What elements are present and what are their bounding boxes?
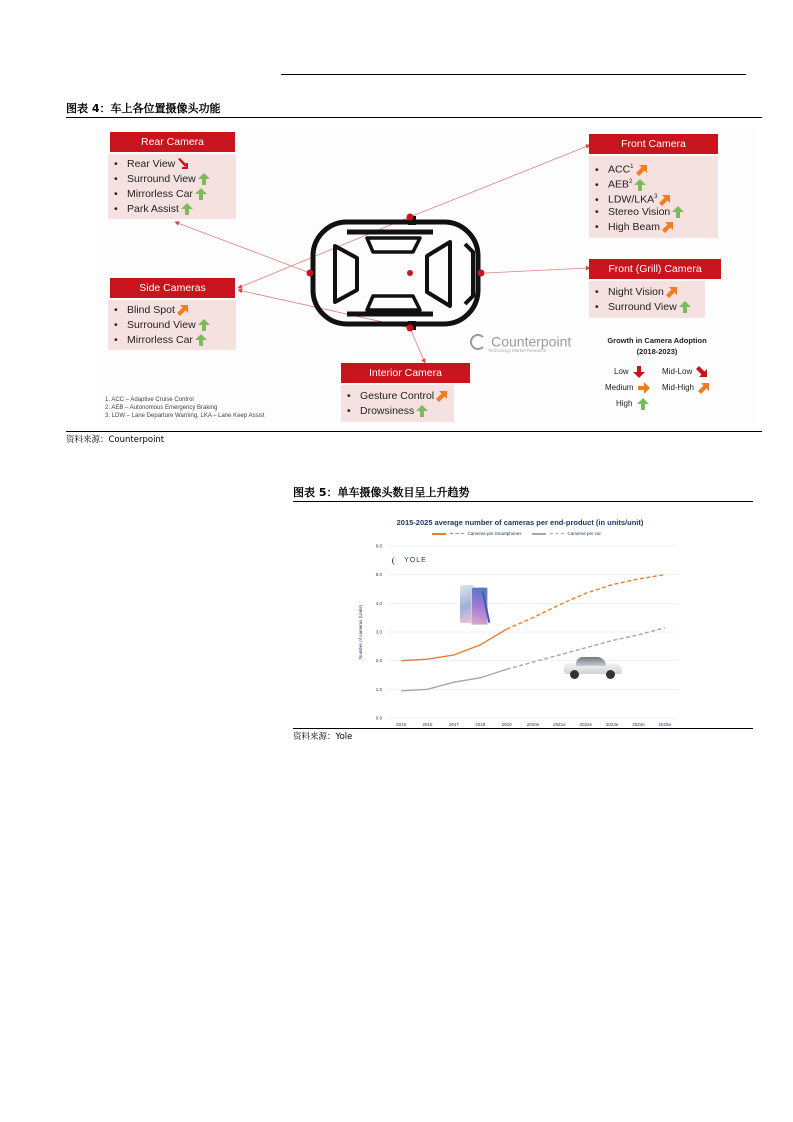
x-tick-label: 2022e bbox=[579, 722, 592, 727]
figure5-title: 图表 5：单车摄像头数目呈上升趋势 bbox=[293, 486, 470, 499]
list-item: • AEB$^2$ bbox=[595, 175, 646, 189]
list-item: • Surround View bbox=[595, 300, 691, 314]
footnote: 2. AEB – Autonomous Emergency Braking bbox=[105, 405, 218, 411]
legend-car: Cameras per car bbox=[532, 531, 601, 536]
figure4-top-rule bbox=[66, 117, 762, 118]
list-item: • Gesture Control bbox=[347, 389, 448, 403]
legend-smartphones: Cameras per Smartphones bbox=[432, 531, 522, 536]
x-tick-label: 2020e bbox=[526, 722, 540, 727]
high-arrow-icon bbox=[198, 319, 210, 331]
list-item: • Park Assist bbox=[114, 202, 193, 216]
yole-logo: YOLE bbox=[392, 550, 427, 569]
smartphone-image bbox=[460, 585, 490, 623]
mid-high-arrow-icon bbox=[666, 286, 678, 298]
counterpoint-logo: Counterpoint Technology Market Research bbox=[470, 331, 571, 353]
figure4-source: 资料来源：Counterpoint bbox=[66, 435, 165, 445]
list-item: • ACC$^1$ bbox=[595, 160, 648, 174]
chart-title: 2015-2025 average number of cameras per end-product (in units/unit) bbox=[396, 518, 644, 527]
header-rule bbox=[281, 74, 746, 75]
interior-camera-list bbox=[341, 385, 454, 422]
y-tick-label: 0.0 bbox=[375, 715, 382, 721]
x-tick-label: 2024e bbox=[632, 722, 645, 727]
y-axis-label: Number of cameras (Units) bbox=[358, 604, 363, 660]
x-tick-label: 2025e bbox=[658, 722, 672, 727]
list-item: • Mirrorless Car bbox=[114, 333, 207, 347]
rear-camera-list bbox=[108, 154, 236, 219]
y-tick-label: 1.0 bbox=[375, 686, 382, 692]
x-tick-label: 2017 bbox=[448, 722, 459, 727]
car-image bbox=[562, 655, 624, 679]
list-item: • Rear View bbox=[114, 157, 189, 171]
figure4-title: 图表 4：车上各位置摄像头功能 bbox=[66, 102, 221, 115]
footnote: 3. LDW – Lane Departure Warning, LKA – Lane Keep Assist bbox=[105, 413, 265, 419]
x-tick-label: 2015 bbox=[396, 722, 407, 727]
mid-high-arrow-icon bbox=[436, 390, 448, 402]
high-arrow-icon bbox=[181, 203, 193, 215]
series-line-actual bbox=[401, 629, 506, 661]
figure5-source: 资料来源：Yole bbox=[293, 732, 353, 742]
legend-mid-low: Mid-Low bbox=[662, 366, 708, 378]
mid-low-arrow-icon bbox=[696, 366, 708, 378]
mid-high-arrow-icon bbox=[636, 164, 648, 176]
legend-low: Low bbox=[614, 366, 645, 378]
y-tick-label: 5.0 bbox=[375, 572, 382, 578]
series-line-actual bbox=[401, 669, 506, 691]
list-item: • High Beam bbox=[595, 220, 674, 234]
figure4-panel bbox=[95, 128, 755, 424]
x-tick-label: 2016 bbox=[422, 722, 433, 727]
list-item: • Blind Spot bbox=[114, 303, 189, 317]
x-tick-label: 2018 bbox=[475, 722, 486, 727]
side-cameras-list bbox=[108, 300, 236, 350]
y-tick-label: 6.0 bbox=[375, 543, 382, 549]
mid-high-arrow-icon bbox=[177, 304, 189, 316]
mid-high-arrow-icon bbox=[659, 194, 671, 206]
front-grill-camera-header: Front (Grill) Camera bbox=[589, 259, 721, 279]
mid-high-arrow-icon bbox=[698, 382, 710, 394]
high-arrow-icon bbox=[416, 405, 428, 417]
figure5-top-rule bbox=[293, 501, 753, 502]
legend-period: (2018-2023) bbox=[636, 347, 678, 356]
figure5-chart bbox=[350, 510, 690, 732]
car-icon bbox=[313, 222, 478, 324]
yole-swirl-icon bbox=[392, 557, 399, 565]
front-camera-header: Front Camera bbox=[589, 134, 718, 154]
x-tick-label: 2021e bbox=[553, 722, 566, 727]
list-item: • Mirrorless Car bbox=[114, 187, 207, 201]
interior-camera-header: Interior Camera bbox=[341, 363, 470, 383]
high-arrow-icon bbox=[672, 206, 684, 218]
high-arrow-icon bbox=[637, 398, 649, 410]
high-arrow-icon bbox=[198, 173, 210, 185]
front-camera-list bbox=[589, 156, 718, 238]
legend-title: Growth in Camera Adoption bbox=[607, 336, 707, 345]
mid-low-arrow-icon bbox=[177, 158, 189, 170]
x-tick-label: 2019 bbox=[501, 722, 512, 727]
figure4-bottom-rule bbox=[66, 431, 762, 432]
rear-camera-header: Rear Camera bbox=[110, 132, 235, 152]
list-item: • Stereo Vision bbox=[595, 205, 684, 219]
figure5-bottom-rule bbox=[293, 728, 753, 729]
legend-medium: Medium bbox=[605, 382, 650, 394]
series-line-forecast bbox=[507, 575, 665, 629]
list-item: • LDW/LKA$^3$ bbox=[595, 190, 671, 204]
counterpoint-swirl-icon bbox=[470, 334, 486, 350]
medium-arrow-icon bbox=[638, 382, 650, 394]
low-arrow-icon bbox=[633, 366, 645, 378]
legend-high: High bbox=[616, 398, 649, 410]
line-chart bbox=[350, 510, 690, 732]
side-cameras-header: Side Cameras bbox=[110, 278, 235, 298]
list-item: • Night Vision bbox=[595, 285, 678, 299]
y-tick-label: 2.0 bbox=[375, 658, 382, 664]
high-arrow-icon bbox=[679, 301, 691, 313]
x-tick-label: 2023e bbox=[605, 722, 619, 727]
y-tick-label: 3.0 bbox=[375, 629, 382, 635]
front-grill-camera-list bbox=[589, 281, 705, 318]
high-arrow-icon bbox=[634, 179, 646, 191]
high-arrow-icon bbox=[195, 188, 207, 200]
high-arrow-icon bbox=[195, 334, 207, 346]
footnote: 1. ACC – Adaptive Cruise Control bbox=[105, 397, 194, 403]
list-item: • Drowsiness bbox=[347, 404, 428, 418]
mid-high-arrow-icon bbox=[662, 221, 674, 233]
list-item: • Surround View bbox=[114, 318, 210, 332]
legend-mid-high: Mid-High bbox=[662, 382, 710, 394]
y-tick-label: 4.0 bbox=[375, 600, 382, 606]
list-item: • Surround View bbox=[114, 172, 210, 186]
